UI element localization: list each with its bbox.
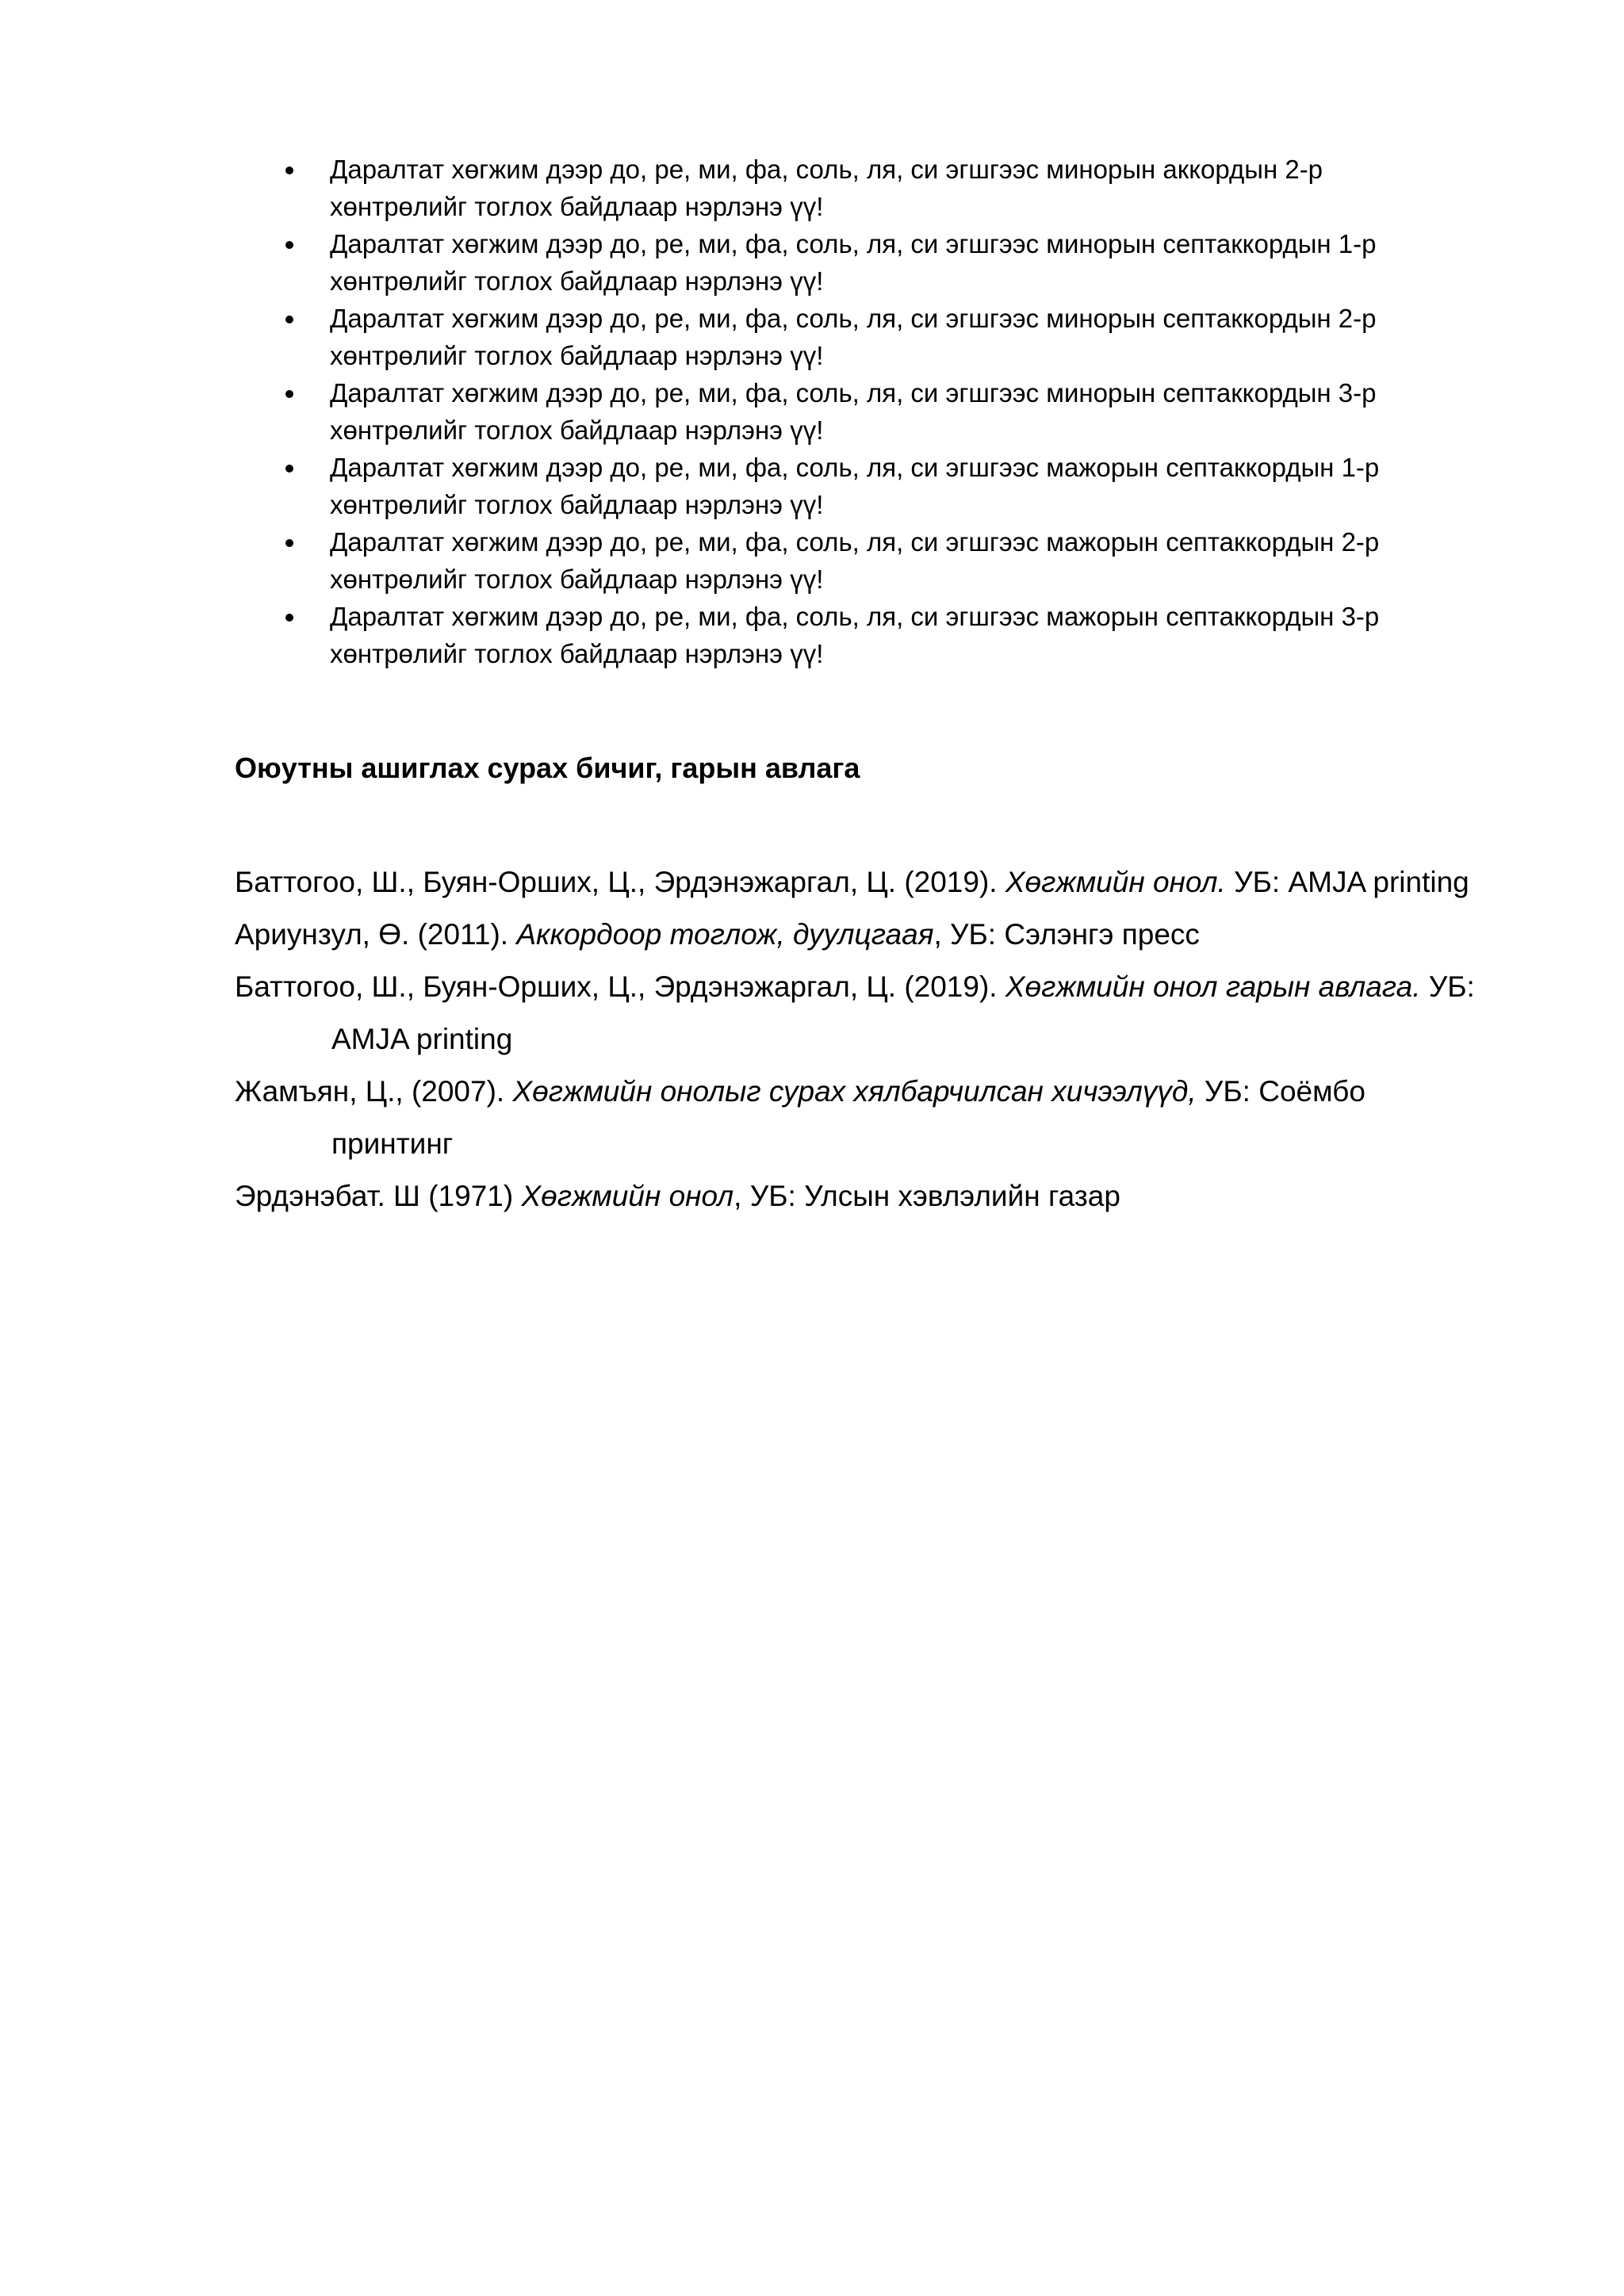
reference-item	[235, 909, 1535, 961]
reference-publisher: , УБ: Улсын хэвлэлийн газар	[733, 1180, 1120, 1212]
bullet-icon	[285, 390, 293, 398]
exercise-text	[330, 598, 1440, 672]
list-item	[235, 225, 1535, 300]
exercise-line: хөнтрөлийг тоглох байдлаар нэрлэнэ үү!	[330, 266, 824, 296]
exercise-list	[235, 151, 1535, 672]
bullet-icon	[285, 166, 293, 174]
list-item	[235, 151, 1535, 225]
reference-item	[235, 961, 1535, 1066]
exercise-line: Даралтат хөгжим дээр до, ре, ми, фа, соль, ля, си эгшгээс мажорын септаккордын 2-р	[330, 527, 1380, 557]
bullet-icon	[285, 539, 293, 547]
exercise-line: Даралтат хөгжим дээр до, ре, ми, фа, соль, ля, си эгшгээс минорын септаккордын 2-р	[330, 304, 1377, 333]
exercise-text	[330, 300, 1440, 374]
reference-continuation: принтинг	[331, 1127, 454, 1160]
reference-item	[235, 1170, 1535, 1223]
reference-item	[235, 856, 1535, 909]
reference-continuation: AMJA printing	[331, 1023, 513, 1055]
reference-authors: Ариунзул, Ө. (2011).	[235, 918, 517, 951]
bullet-icon	[285, 614, 293, 622]
exercise-text	[330, 225, 1440, 300]
exercise-text	[330, 523, 1440, 598]
exercise-line: хөнтрөлийг тоглох байдлаар нэрлэнэ үү!	[330, 639, 824, 668]
reference-publisher: , УБ: Сэлэнгэ пресс	[933, 918, 1200, 951]
reference-publisher: УБ:	[1420, 970, 1475, 1003]
reference-authors: Баттогоо, Ш., Буян-Орших, Ц., Эрдэнэжаргал, Ц. (2019).	[235, 866, 1005, 898]
exercise-line: хөнтрөлийг тоглох байдлаар нэрлэнэ үү!	[330, 415, 824, 445]
list-item	[235, 523, 1535, 598]
exercise-line: хөнтрөлийг тоглох байдлаар нэрлэнэ үү!	[330, 564, 824, 594]
bullet-icon	[285, 316, 293, 323]
reference-authors: Жамъян, Ц., (2007).	[235, 1075, 513, 1108]
exercise-text	[330, 374, 1440, 449]
exercise-text	[330, 449, 1440, 523]
exercise-text	[330, 151, 1440, 225]
reference-title: Хөгжмийн онол.	[1005, 866, 1226, 898]
exercise-line: Даралтат хөгжим дээр до, ре, ми, фа, соль, ля, си эгшгээс минорын аккордын 2-р	[330, 155, 1323, 184]
list-item	[235, 598, 1535, 672]
list-item	[235, 300, 1535, 374]
reference-title: Хөгжмийн онол гарын авлага.	[1005, 970, 1421, 1003]
exercise-line: хөнтрөлийг тоглох байдлаар нэрлэнэ үү!	[330, 341, 824, 370]
reference-item	[235, 1066, 1535, 1170]
exercise-line: хөнтрөлийг тоглох байдлаар нэрлэнэ үү!	[330, 490, 824, 519]
exercise-line: Даралтат хөгжим дээр до, ре, ми, фа, соль, ля, си эгшгээс мажорын септаккордын 1-р	[330, 453, 1380, 482]
reference-publisher: УБ: Соёмбо	[1196, 1075, 1365, 1108]
list-item	[235, 449, 1535, 523]
exercise-line: хөнтрөлийг тоглох байдлаар нэрлэнэ үү!	[330, 192, 824, 221]
exercise-line: Даралтат хөгжим дээр до, ре, ми, фа, соль, ля, си эгшгээс мажорын септаккордын 3-р	[330, 602, 1380, 631]
list-item	[235, 374, 1535, 449]
exercise-line: Даралтат хөгжим дээр до, ре, ми, фа, соль, ля, си эгшгээс минорын септаккордын 3-р	[330, 378, 1377, 408]
reference-title: Аккордоор тоглож, дуулцгаая	[516, 918, 934, 951]
reference-authors: Баттогоо, Ш., Буян-Орших, Ц., Эрдэнэжаргал, Ц. (2019).	[235, 970, 1005, 1003]
bullet-icon	[285, 241, 293, 249]
reference-publisher: УБ: AMJA printing	[1225, 866, 1469, 898]
exercise-line: Даралтат хөгжим дээр до, ре, ми, фа, соль, ля, си эгшгээс минорын септаккордын 1-р	[330, 229, 1377, 258]
reference-authors: Эрдэнэбат. Ш (1971)	[235, 1180, 522, 1212]
reference-title: Хөгжмийн онолыг сурах хялбарчилсан хичээлүүд,	[512, 1075, 1197, 1108]
reference-title: Хөгжмийн онол	[521, 1180, 734, 1212]
reference-list	[235, 856, 1535, 1223]
section-heading: Оюутны ашиглах сурах бичиг, гарын авлага	[235, 752, 860, 784]
bullet-icon	[285, 465, 293, 473]
